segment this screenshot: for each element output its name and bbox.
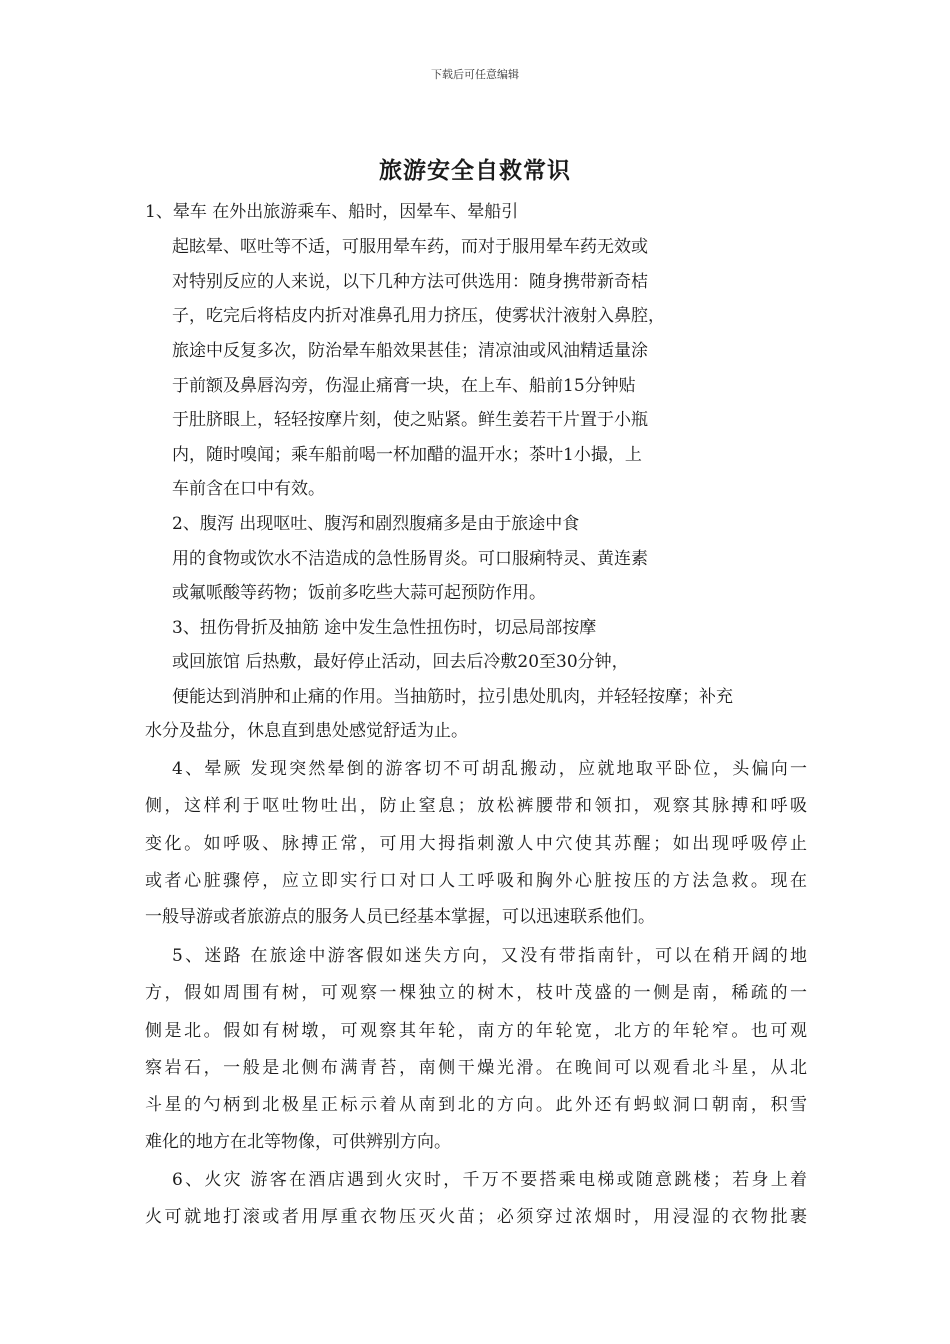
paragraph-line: 5、迷路 在旅途中游客假如迷失方向，又没有带指南针，可以在稍开阔的地: [172, 946, 807, 966]
paragraph-line: 或者心脏骤停，应立即实行口对口人工呼吸和胸外心脏按压的方法急救。现在: [145, 871, 807, 891]
paragraph-line: 火可就地打滚或者用厚重衣物压灭火苗；必须穿过浓烟时，用浸湿的衣物批裹: [145, 1207, 807, 1227]
paragraph-line: 1、晕车 在外出旅游乘车、船时，因晕车、晕船引: [145, 202, 519, 222]
paragraph-line: 6、火灾 游客在酒店遇到火灾时，千万不要搭乘电梯或随意跳楼；若身上着: [172, 1170, 807, 1190]
paragraph-line: 方，假如周围有树，可观察一棵独立的树木，枝叶茂盛的一侧是南，稀疏的一: [145, 983, 807, 1003]
document-title: 旅游安全自救常识: [379, 157, 571, 184]
paragraph-line: 于肚脐眼上，轻轻按摩片刻，使之贴紧。鲜生姜若干片置于小瓶: [172, 410, 648, 430]
paragraph-line: 或回旅馆 后热敷，最好停止活动，回去后冷敷20至30分钟，: [172, 652, 629, 672]
header-note: 下载后可任意编辑: [431, 68, 519, 81]
paragraph-line: 子，吃完后将桔皮内折对准鼻孔用力挤压，使雾状汁液射入鼻腔，: [172, 306, 665, 326]
paragraph-line: 难化的地方在北等物像，可供辨别方向。: [145, 1132, 451, 1152]
paragraph-line: 内，随时嗅闻；乘车船前喝一杯加醋的温开水；茶叶1小撮，上: [172, 445, 642, 465]
paragraph-line: 车前含在口中有效。: [172, 479, 325, 499]
paragraph-line: 察岩石，一般是北侧布满青苔，南侧干燥光滑。在晚间可以观看北斗星，从北: [145, 1058, 807, 1078]
paragraph-line: 2、腹泻 出现呕吐、腹泻和剧烈腹痛多是由于旅途中食: [172, 514, 580, 534]
paragraph-line: 侧是北。假如有树墩，可观察其年轮，南方的年轮宽，北方的年轮窄。也可观: [145, 1021, 807, 1041]
paragraph-line: 便能达到消肿和止痛的作用。当抽筋时，拉引患处肌肉，并轻轻按摩；补充: [172, 687, 733, 707]
paragraph-line: 起眩晕、呕吐等不适，可服用晕车药，而对于服用晕车药无效或: [172, 237, 648, 257]
paragraph-line: 于前额及鼻唇沟旁，伤湿止痛膏一块，在上车、船前15分钟贴: [172, 376, 636, 396]
paragraph-line: 或氟哌酸等药物；饭前多吃些大蒜可起预防作用。: [172, 583, 546, 603]
paragraph-line: 3、扭伤骨折及抽筋 途中发生急性扭伤时，切忌局部按摩: [172, 618, 597, 638]
paragraph-line: 变化。如呼吸、脉搏正常，可用大拇指刺激人中穴使其苏醒；如出现呼吸停止: [145, 834, 807, 854]
paragraph-line: 斗星的勺柄到北极星正标示着从南到北的方向。此外还有蚂蚁洞口朝南，积雪: [145, 1095, 807, 1115]
paragraph-line: 对特别反应的人来说，以下几种方法可供选用：随身携带新奇桔: [172, 272, 648, 292]
paragraph-line: 旅途中反复多次，防治晕车船效果甚佳；清凉油或风油精适量涂: [172, 341, 648, 361]
paragraph-line: 水分及盐分，休息直到患处感觉舒适为止。: [145, 721, 468, 741]
paragraph-line: 侧，这样利于呕吐物吐出，防止窒息；放松裤腰带和领扣，观察其脉搏和呼吸: [145, 796, 807, 816]
paragraph-line: 一般导游或者旅游点的服务人员已经基本掌握，可以迅速联系他们。: [145, 907, 655, 927]
paragraph-line: 用的食物或饮水不洁造成的急性肠胃炎。可口服痢特灵、黄连素: [172, 549, 648, 569]
paragraph-line: 4、晕厥 发现突然晕倒的游客切不可胡乱搬动，应就地取平卧位，头偏向一: [172, 759, 807, 779]
